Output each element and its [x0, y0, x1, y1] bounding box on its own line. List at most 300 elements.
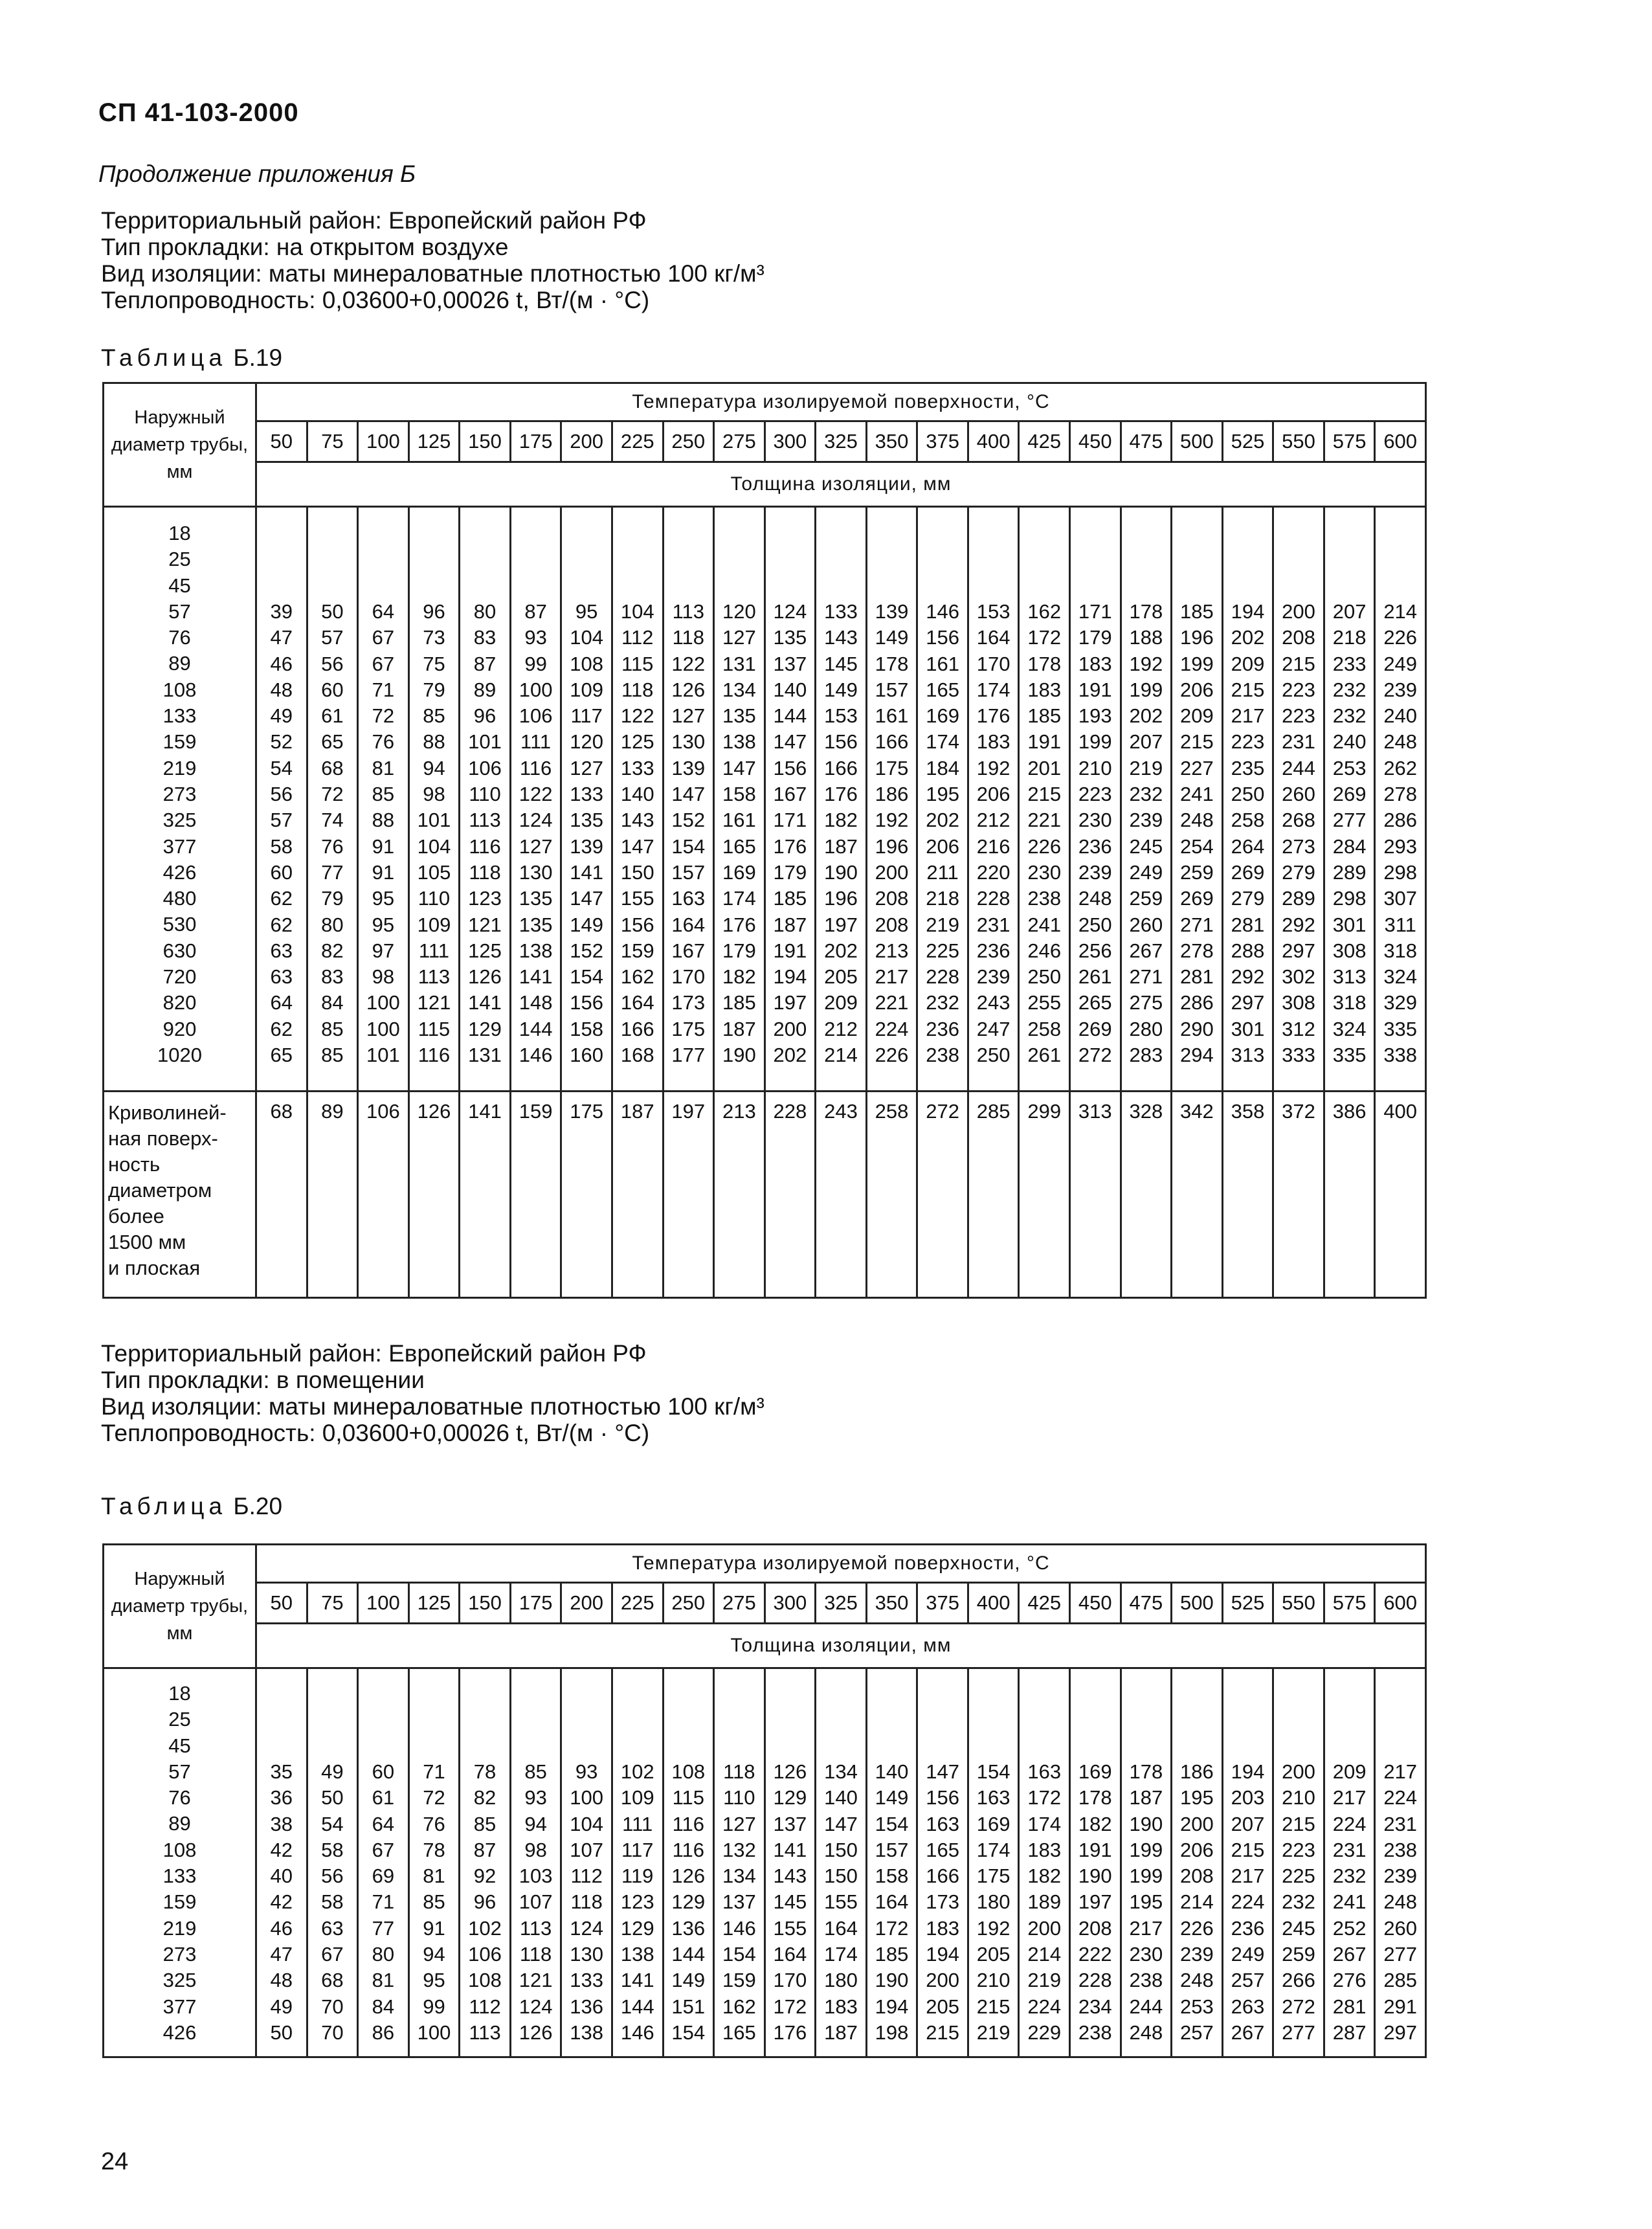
thickness-value: 174 — [976, 678, 1010, 701]
thickness-value: 122 — [519, 783, 553, 806]
thickness-value: 243 — [976, 991, 1010, 1014]
thickness-value: 87 — [524, 600, 547, 623]
curved-label-line: более — [108, 1205, 164, 1227]
thickness-value: 144 — [620, 1995, 654, 2018]
thickness-value: 177 — [671, 1044, 706, 1067]
thickness-value: 49 — [321, 1760, 344, 1783]
thickness-value: 219 — [976, 2021, 1010, 2044]
thickness-value: 42 — [270, 1838, 293, 1861]
thickness-value: 58 — [321, 1838, 344, 1861]
thickness-value: 70 — [321, 2021, 344, 2044]
thickness-value: 145 — [773, 1890, 807, 1914]
thickness-value: 67 — [321, 1943, 344, 1966]
thickness-value: 195 — [1180, 1786, 1214, 1809]
thickness-value: 163 — [926, 1812, 959, 1835]
thickness-value: 241 — [1180, 783, 1214, 806]
thickness-value: 219 — [1027, 1969, 1062, 1992]
empty-rows-spacer — [969, 1681, 1018, 1759]
thickness-value: 104 — [570, 626, 604, 649]
thickness-value: 129 — [468, 1017, 502, 1040]
thickness-value: 85 — [372, 783, 395, 806]
temperature-header: 150 — [460, 421, 511, 462]
thickness-value: 153 — [824, 704, 858, 728]
diameter-cell: 426 — [162, 2021, 197, 2044]
thickness-value: 301 — [1231, 1017, 1265, 1040]
curved-thickness-value: 68 — [256, 1092, 307, 1298]
thickness-value: 195 — [1129, 1890, 1163, 1914]
thickness-value: 185 — [875, 1943, 909, 1966]
thickness-value: 130 — [570, 1943, 604, 1966]
thickness-value: 192 — [1129, 652, 1163, 675]
thickness-value: 113 — [672, 600, 704, 623]
thickness-value: 99 — [524, 652, 547, 675]
thickness-value: 269 — [1078, 1017, 1112, 1040]
thickness-value: 169 — [976, 1812, 1010, 1835]
thickness-value: 122 — [620, 704, 654, 728]
curved-thickness-value: 358 — [1222, 1092, 1273, 1298]
thickness-value: 101 — [417, 809, 451, 832]
thickness-value: 95 — [372, 913, 395, 936]
thickness-value: 93 — [524, 626, 547, 649]
thickness-value: 236 — [1231, 1916, 1265, 1940]
thickness-value: 272 — [1282, 1995, 1315, 2018]
empty-rows-spacer — [1223, 1681, 1273, 1759]
thickness-value: 201 — [1027, 756, 1062, 779]
thickness-value: 110 — [723, 1786, 755, 1809]
thickness-value: 197 — [1078, 1890, 1112, 1914]
thickness-value: 135 — [773, 626, 807, 649]
value-column — [1222, 1668, 1273, 2057]
temperature-header: 350 — [866, 1583, 917, 1624]
thickness-value: 50 — [270, 2021, 293, 2044]
temperature-header: 225 — [612, 421, 663, 462]
temperature-header: 475 — [1121, 1583, 1172, 1624]
thickness-value: 47 — [270, 626, 293, 649]
thickness-value: 333 — [1282, 1044, 1315, 1067]
thickness-value: 148 — [519, 991, 553, 1014]
value-column — [1172, 1668, 1223, 2057]
thickness-value: 166 — [926, 1865, 959, 1888]
thickness-value: 91 — [372, 834, 395, 858]
section-1-meta — [101, 207, 1460, 313]
diameter-cell: 325 — [162, 809, 197, 832]
thickness-value: 311 — [1384, 913, 1416, 936]
thickness-value: 200 — [875, 860, 909, 884]
temperature-header: 125 — [408, 421, 460, 462]
thickness-value: 60 — [270, 860, 293, 884]
thickness-value: 121 — [519, 1969, 553, 1992]
thickness-value: 82 — [473, 1786, 497, 1809]
thickness-value: 54 — [321, 1812, 344, 1835]
thickness-value: 156 — [926, 1786, 959, 1809]
thickness-value: 85 — [423, 704, 445, 728]
thickness-value: 100 — [519, 678, 553, 701]
temperature-header: 600 — [1375, 1583, 1426, 1624]
thickness-value: 214 — [824, 1044, 858, 1067]
temperature-header: 550 — [1273, 1583, 1324, 1624]
thickness-value: 214 — [1027, 1943, 1062, 1966]
thickness-value: 92 — [473, 1865, 497, 1888]
curved-thickness-value: 372 — [1273, 1092, 1324, 1298]
thickness-value: 118 — [469, 860, 501, 884]
thickness-value: 172 — [875, 1916, 909, 1940]
thickness-value: 168 — [620, 1044, 654, 1067]
thickness-value: 150 — [620, 860, 654, 884]
curved-thickness-value: 228 — [765, 1092, 816, 1298]
thickness-value: 285 — [1383, 1969, 1418, 1992]
thickness-value: 108 — [671, 1760, 706, 1783]
thickness-value: 134 — [824, 1760, 858, 1783]
thickness-value: 155 — [824, 1890, 858, 1914]
thickness-value: 106 — [468, 756, 502, 779]
meta-line: Вид изоляции: маты минераловатные плотностью 100 кг/м³ — [101, 260, 765, 287]
thickness-value: 286 — [1383, 809, 1418, 832]
thickness-value: 95 — [372, 887, 395, 910]
empty-rows-spacer — [1274, 521, 1323, 599]
diameter-cell: 377 — [162, 834, 197, 858]
temperature-header: 425 — [1019, 421, 1070, 462]
thickness-value: 172 — [1027, 626, 1062, 649]
thickness-value: 230 — [1027, 860, 1062, 884]
thickness-value: 271 — [1129, 965, 1163, 989]
thickness-value: 187 — [722, 1017, 756, 1040]
thickness-value: 223 — [1078, 783, 1112, 806]
diameter-cell: 325 — [162, 1969, 197, 1992]
thickness-value: 215 — [1282, 652, 1315, 675]
thickness-value: 279 — [1282, 860, 1315, 884]
thickness-value: 149 — [570, 913, 604, 936]
thickness-value: 245 — [1282, 1916, 1315, 1940]
value-column — [408, 1668, 460, 2057]
thickness-value: 113 — [469, 809, 501, 832]
thickness-value: 205 — [976, 1943, 1010, 1966]
thickness-value: 117 — [621, 1838, 654, 1861]
header-row-group — [104, 1545, 1426, 1583]
thickness-value: 124 — [773, 600, 807, 623]
empty-rows-spacer — [511, 521, 561, 599]
thickness-value: 154 — [570, 965, 604, 989]
meta-line: Территориальный район: Европейский район РФ — [101, 207, 647, 234]
value-column — [408, 507, 460, 1092]
thickness-value: 157 — [875, 678, 909, 701]
thickness-value: 275 — [1129, 991, 1163, 1014]
thickness-value: 277 — [1282, 2021, 1315, 2044]
thickness-value: 244 — [1282, 756, 1315, 779]
thickness-value: 110 — [418, 887, 451, 910]
thickness-value: 232 — [926, 991, 959, 1014]
thickness-value: 86 — [372, 2021, 395, 2044]
thickness-value: 219 — [926, 913, 959, 936]
thickness-value: 215 — [1231, 1838, 1265, 1861]
thickness-value: 324 — [1332, 1017, 1367, 1040]
thickness-value: 147 — [773, 730, 807, 754]
temperature-header: 400 — [968, 1583, 1019, 1624]
thickness-value: 151 — [671, 1995, 706, 2018]
thickness-value: 125 — [620, 730, 654, 754]
thickness-value: 39 — [270, 600, 293, 623]
temperature-header: 525 — [1222, 421, 1273, 462]
thickness-value: 50 — [321, 1786, 344, 1809]
thickness-value: 173 — [926, 1890, 959, 1914]
table-label-word: Таблица — [101, 1493, 227, 1519]
empty-rows-spacer — [257, 521, 306, 599]
value-column — [1324, 507, 1375, 1092]
thickness-value: 220 — [976, 860, 1010, 884]
thickness-value: 94 — [524, 1812, 547, 1835]
thickness-value: 202 — [926, 809, 959, 832]
thickness-value: 186 — [875, 783, 909, 806]
thickness-value: 155 — [773, 1916, 807, 1940]
thickness-value: 126 — [519, 2021, 553, 2044]
thickness-value: 120 — [722, 600, 756, 623]
temperature-header: 425 — [1019, 1583, 1070, 1624]
thickness-value: 159 — [620, 939, 654, 962]
thickness-value: 102 — [620, 1760, 654, 1783]
thickness-value: 115 — [621, 652, 654, 675]
thickness-value: 187 — [1129, 1786, 1163, 1809]
value-column — [1222, 507, 1273, 1092]
thickness-value: 217 — [1332, 1786, 1367, 1809]
thickness-value: 127 — [519, 834, 553, 858]
thickness-value: 138 — [722, 730, 756, 754]
thickness-value: 189 — [1027, 1890, 1062, 1914]
thickness-value: 287 — [1332, 2021, 1367, 2044]
temperature-header: 325 — [816, 1583, 867, 1624]
thickness-value: 164 — [620, 991, 654, 1014]
thickness-value: 307 — [1383, 887, 1418, 910]
thickness-value: 137 — [773, 1812, 807, 1835]
thickness-value: 199 — [1129, 678, 1163, 701]
thickness-value: 147 — [824, 1812, 858, 1835]
diameter-cell: 159 — [162, 730, 197, 754]
thickness-value: 238 — [1078, 2021, 1112, 2044]
thickness-value: 106 — [468, 1943, 502, 1966]
thickness-value: 65 — [270, 1044, 293, 1067]
value-column — [866, 507, 917, 1092]
thickness-value: 259 — [1282, 1943, 1315, 1966]
empty-rows-spacer — [562, 1681, 611, 1759]
thickness-value: 212 — [824, 1017, 858, 1040]
thickness-value: 174 — [976, 1838, 1010, 1861]
thickness-value: 267 — [1129, 939, 1163, 962]
thickness-value: 263 — [1231, 1995, 1265, 2018]
thickness-value: 143 — [620, 809, 654, 832]
diameter-cell: 18 — [168, 522, 191, 544]
table-row — [104, 1668, 1426, 2057]
value-column — [358, 507, 409, 1092]
thickness-value: 179 — [722, 939, 756, 962]
thickness-value: 205 — [926, 1995, 959, 2018]
thickness-value: 130 — [671, 730, 706, 754]
thickness-value: 99 — [423, 1995, 445, 2018]
thickness-value: 48 — [270, 678, 293, 701]
meta-line: Тип прокладки: на открытом воздухе — [101, 234, 509, 260]
curved-thickness-value: 328 — [1121, 1092, 1172, 1298]
value-column — [917, 507, 968, 1092]
diameter-column — [104, 1668, 256, 2057]
thickness-value: 132 — [722, 1838, 756, 1861]
thickness-value: 62 — [270, 913, 293, 936]
thickness-value: 62 — [270, 1017, 293, 1040]
curved-thickness-value: 272 — [917, 1092, 968, 1298]
temperature-header: 225 — [612, 1583, 663, 1624]
thickness-value: 269 — [1231, 860, 1265, 884]
thickness-value: 167 — [773, 783, 807, 806]
thickness-value: 236 — [1078, 834, 1112, 858]
thickness-value: 196 — [875, 834, 909, 858]
thickness-value: 318 — [1332, 991, 1367, 1014]
empty-rows-spacer — [1071, 521, 1120, 599]
thickness-value: 141 — [570, 860, 604, 884]
thickness-value: 194 — [1231, 1760, 1265, 1783]
thickness-value: 146 — [620, 2021, 654, 2044]
thickness-value: 167 — [671, 939, 706, 962]
thickness-value: 82 — [321, 939, 344, 962]
thickness-value: 118 — [723, 1760, 755, 1783]
temperature-header: 350 — [866, 421, 917, 462]
thickness-value: 141 — [468, 991, 502, 1014]
temperature-header: 50 — [256, 421, 307, 462]
thickness-value: 124 — [519, 1995, 553, 2018]
thickness-value: 257 — [1180, 2021, 1214, 2044]
thickness-value: 172 — [1027, 1786, 1062, 1809]
thickness-value: 217 — [1231, 1865, 1265, 1888]
thickness-value: 49 — [270, 704, 293, 728]
thickness-value: 216 — [976, 834, 1010, 858]
thickness-value: 187 — [824, 834, 858, 858]
thickness-value: 115 — [672, 1786, 704, 1809]
thickness-value: 238 — [1383, 1838, 1418, 1861]
thickness-value: 175 — [671, 1017, 706, 1040]
empty-rows-spacer — [1071, 1681, 1120, 1759]
thickness-value: 72 — [321, 783, 344, 806]
thickness-value: 261 — [1078, 965, 1112, 989]
diameter-cell: 273 — [162, 782, 197, 805]
table-row — [104, 1092, 1426, 1298]
thickness-value: 100 — [366, 1017, 400, 1040]
curved-thickness-value: 159 — [510, 1092, 561, 1298]
header-row-thickness — [104, 1624, 1426, 1668]
thickness-value: 84 — [372, 1995, 395, 2018]
empty-rows-spacer — [969, 521, 1018, 599]
thickness-value: 232 — [1332, 704, 1367, 728]
thickness-value: 68 — [321, 1969, 344, 1992]
empty-rows-spacer — [1172, 1681, 1222, 1759]
thickness-value: 214 — [1180, 1890, 1214, 1914]
thickness-value: 67 — [372, 1838, 395, 1861]
thickness-value: 192 — [875, 809, 909, 832]
thickness-value: 81 — [372, 1969, 395, 1992]
thickness-value: 208 — [875, 887, 909, 910]
thickness-value: 71 — [423, 1760, 445, 1783]
thickness-value: 293 — [1383, 834, 1418, 858]
empty-rows-spacer — [257, 1681, 306, 1759]
thickness-value: 239 — [1383, 1865, 1418, 1888]
thickness-value: 67 — [372, 652, 395, 675]
thickness-value: 199 — [1129, 1865, 1163, 1888]
doc-code: СП 41-103-2000 — [98, 98, 299, 127]
thickness-value: 101 — [366, 1044, 400, 1067]
thickness-value: 335 — [1383, 1017, 1418, 1040]
thickness-value: 100 — [366, 991, 400, 1014]
thickness-value: 118 — [621, 678, 654, 701]
thickness-value: 277 — [1332, 809, 1367, 832]
thickness-value: 278 — [1180, 939, 1214, 962]
thickness-value: 64 — [372, 600, 395, 623]
value-column — [714, 1668, 765, 2057]
value-column — [460, 1668, 511, 2057]
thickness-value: 156 — [773, 756, 807, 779]
thickness-value: 308 — [1282, 991, 1315, 1014]
value-column — [866, 1668, 917, 2057]
thickness-value: 50 — [321, 600, 344, 623]
thickness-value: 202 — [1231, 626, 1265, 649]
temperature-header: 250 — [663, 1583, 714, 1624]
thickness-value: 244 — [1129, 1995, 1163, 2018]
thickness-value: 200 — [1027, 1916, 1062, 1940]
thickness-value: 318 — [1383, 939, 1418, 962]
thickness-value: 256 — [1078, 939, 1112, 962]
thickness-value: 141 — [773, 1838, 807, 1861]
temperature-header: 575 — [1324, 421, 1375, 462]
thickness-value: 191 — [1027, 730, 1062, 754]
thickness-value: 224 — [875, 1017, 909, 1040]
thickness-value: 158 — [875, 1865, 909, 1888]
thickness-value: 163 — [1027, 1760, 1062, 1783]
diameter-cell: 480 — [162, 887, 197, 910]
thickness-value: 112 — [570, 1865, 603, 1888]
empty-rows-spacer — [715, 521, 764, 599]
thickness-value: 280 — [1129, 1017, 1163, 1040]
thickness-value: 176 — [773, 2021, 807, 2044]
thickness-value: 252 — [1332, 1916, 1367, 1940]
thickness-value: 76 — [321, 834, 344, 858]
thickness-value: 146 — [722, 1916, 756, 1940]
value-column — [1019, 507, 1070, 1092]
thickness-value: 164 — [671, 913, 706, 936]
thickness-value: 249 — [1129, 860, 1163, 884]
thickness-value: 292 — [1282, 913, 1315, 936]
thickness-value: 308 — [1332, 939, 1367, 962]
thickness-value: 289 — [1332, 860, 1367, 884]
thickness-value: 97 — [372, 939, 395, 962]
temperature-header: 275 — [714, 1583, 765, 1624]
thickness-value: 116 — [672, 1838, 704, 1861]
thickness-value: 129 — [620, 1916, 654, 1940]
thickness-value: 158 — [570, 1017, 604, 1040]
thickness-value: 141 — [620, 1969, 654, 1992]
curved-label-line: диаметром — [108, 1179, 212, 1202]
thickness-value: 123 — [620, 1890, 654, 1914]
thickness-value: 165 — [926, 1838, 959, 1861]
thickness-value: 83 — [473, 626, 497, 649]
thickness-value: 56 — [321, 1865, 344, 1888]
thickness-value: 73 — [423, 626, 445, 649]
thickness-value: 226 — [1027, 834, 1062, 858]
thickness-value: 260 — [1383, 1916, 1418, 1940]
diameter-cell: 159 — [162, 1890, 197, 1914]
thickness-value: 121 — [468, 913, 502, 936]
thickness-value: 147 — [926, 1760, 959, 1783]
diameter-cell: 25 — [168, 548, 191, 571]
thickness-value: 239 — [1078, 860, 1112, 884]
thickness-value: 56 — [321, 652, 344, 675]
diameter-cell: 108 — [162, 678, 197, 701]
thickness-value: 176 — [824, 783, 858, 806]
value-column — [307, 507, 358, 1092]
thickness-value: 209 — [1180, 704, 1214, 728]
thickness-value: 78 — [423, 1838, 445, 1861]
